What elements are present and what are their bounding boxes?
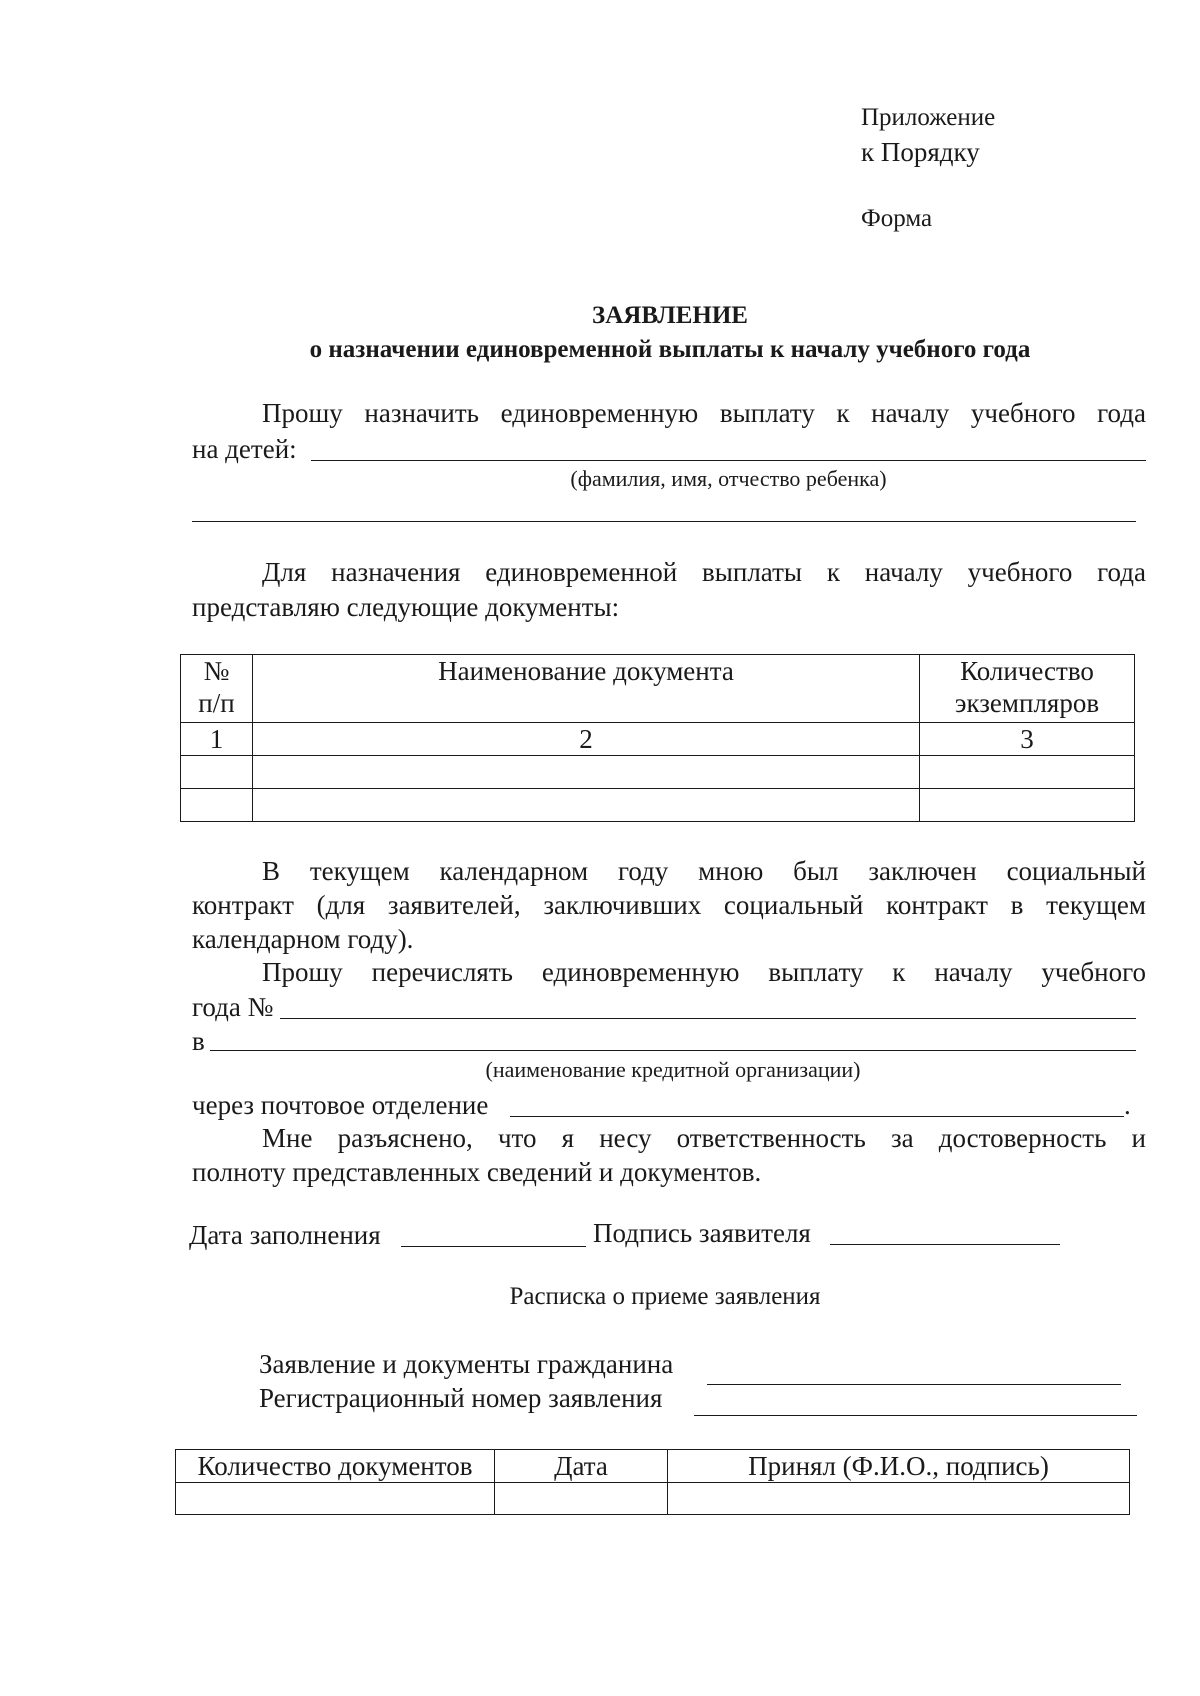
receipt-reg-label: Регистрационный номер заявления <box>259 1383 663 1413</box>
responsibility-line1: Мне разъяснено, что я несу ответственность за достоверность и <box>262 1123 1146 1153</box>
col-number-index: 1 <box>181 723 253 756</box>
col-number-header <box>181 655 253 723</box>
col-doc-name-header <box>253 655 920 723</box>
col-count-header-l2: экземпляров <box>954 688 1100 718</box>
receipt-reg-number-field[interactable] <box>694 1415 1137 1416</box>
receipt-docs-label: Заявление и документы гражданина <box>259 1349 674 1379</box>
table-cell[interactable] <box>920 789 1135 822</box>
docs-intro-line2: представляю следующие документы: <box>192 592 620 622</box>
date-filled-label: Дата заполнения <box>189 1220 381 1250</box>
table-cell[interactable] <box>253 756 920 789</box>
table-row <box>176 1483 1130 1515</box>
table-cell[interactable] <box>176 1483 495 1515</box>
receipt-col-accepted-header: Принял (Ф.И.О., подпись) <box>668 1450 1130 1483</box>
post-office-period: . <box>1124 1090 1131 1120</box>
social-contract-line2: контракт (для заявителей, заключивших социальный контракт в текущем <box>192 890 1146 920</box>
header-form: Форма <box>861 205 933 232</box>
post-office-field[interactable] <box>510 1116 1124 1117</box>
request-children-label: на детей: <box>192 434 297 464</box>
post-office-label: через почтовое отделение <box>192 1090 489 1120</box>
table-row <box>181 789 1135 822</box>
title-sub: о назначении единовременной выплаты к началу учебного года <box>309 336 1031 363</box>
child-name-caption: (фамилия, имя, отчество ребенка) <box>570 466 887 491</box>
documents-table-header <box>181 655 1135 723</box>
social-contract-line3: календарном году). <box>192 924 414 954</box>
receipt-table <box>175 1449 1130 1515</box>
table-cell[interactable] <box>253 789 920 822</box>
transfer-bank-label: в <box>192 1026 205 1056</box>
col-number-header-l1: № <box>203 656 230 686</box>
table-row <box>181 756 1135 789</box>
applicant-signature-field[interactable] <box>830 1244 1060 1245</box>
responsibility-line2: полноту представленных сведений и документов. <box>192 1157 762 1187</box>
table-cell[interactable] <box>181 756 253 789</box>
table-cell[interactable] <box>181 789 253 822</box>
receipt-table-header <box>176 1450 1130 1483</box>
receipt-citizen-field[interactable] <box>707 1384 1121 1385</box>
table-cell[interactable] <box>668 1483 1130 1515</box>
col-number-header-l2: п/п <box>198 688 235 718</box>
documents-table <box>180 654 1135 822</box>
bank-name-field[interactable] <box>210 1050 1136 1051</box>
col-count-header-l1: Количество <box>960 656 1094 686</box>
col-doc-name-index: 2 <box>253 723 920 756</box>
receipt-col-date-header: Дата <box>495 1450 668 1483</box>
receipt-title: Расписка о приеме заявления <box>509 1283 821 1310</box>
col-doc-name-header-text: Наименование документа <box>438 656 734 686</box>
table-row <box>181 723 1135 756</box>
docs-intro-line1: Для назначения единовременной выплаты к началу учебного года <box>262 557 1146 587</box>
transfer-line1: Прошу перечислять единовременную выплату к началу учебного <box>262 957 1146 987</box>
child-name-field[interactable] <box>311 460 1146 461</box>
header-appendix: Приложение <box>861 104 996 131</box>
bank-name-caption: (наименование кредитной организации) <box>485 1057 861 1082</box>
header-to-order: к Порядку <box>861 137 980 167</box>
child-name-field-2[interactable] <box>192 521 1136 522</box>
social-contract-line1: В текущем календарном году мною был заключен социальный <box>262 856 1146 886</box>
receipt-col-count-header: Количество документов <box>176 1450 495 1483</box>
title-main: ЗАЯВЛЕНИЕ <box>592 302 748 329</box>
applicant-signature-label: Подпись заявителя <box>593 1218 811 1248</box>
account-number-field[interactable] <box>280 1018 1136 1019</box>
col-count-header <box>920 655 1135 723</box>
transfer-account-label: года № <box>192 992 274 1022</box>
table-cell[interactable] <box>920 756 1135 789</box>
col-count-index: 3 <box>920 723 1135 756</box>
date-filled-field[interactable] <box>401 1246 586 1247</box>
request-line1: Прошу назначить единовременную выплату к началу учебного года <box>262 398 1146 428</box>
table-cell[interactable] <box>495 1483 668 1515</box>
